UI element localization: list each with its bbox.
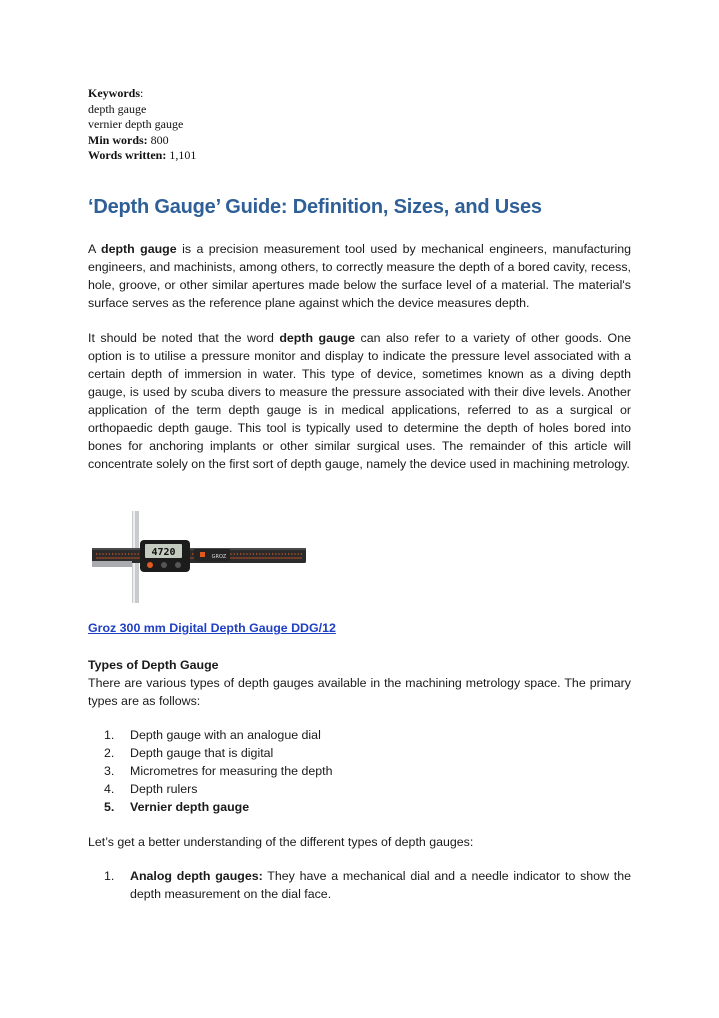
- list-number: 2.: [104, 746, 115, 760]
- list-number: 5.: [104, 800, 115, 814]
- keyword-item: vernier depth gauge: [88, 117, 184, 131]
- types-heading: Types of Depth Gauge: [88, 658, 219, 672]
- brand-label: GROZ: [211, 554, 227, 560]
- gauge-button: [147, 562, 153, 568]
- analog-description: They have a mechanical dial and a needle indicator to show the depth measurement on the dial face.: [130, 869, 632, 901]
- keywords-row: [88, 86, 196, 102]
- product-link[interactable]: Groz 300 mm Digital Depth Gauge DDG/12: [88, 621, 336, 635]
- types-list: [104, 726, 332, 816]
- list-item-label: Depth gauge that is digital: [130, 746, 274, 760]
- second-pre: It should be noted that the word: [88, 331, 274, 345]
- list-item-label: Depth rulers: [130, 782, 198, 796]
- depth-gauge-image: [88, 511, 310, 603]
- list-number: 1.: [104, 728, 115, 742]
- second-paragraph: [88, 329, 631, 473]
- analog-item: [104, 867, 631, 903]
- list-item: [104, 798, 332, 816]
- types-intro: There are various types of depth gauges available in the machining metrology space. The primary types are as follows:: [88, 676, 631, 708]
- words-written-label: Words written:: [88, 148, 167, 162]
- intro-paragraph: [88, 240, 631, 312]
- gauge-button: [175, 562, 181, 568]
- keyword-item: depth gauge: [88, 101, 147, 116]
- gauge-button: [161, 562, 167, 568]
- second-text: can also refer to a variety of other goods. One option is to utilise a pressure monitor and display to indicate the pressure level associated with a certain depth of immersion in water. This type of device, sometimes known as a diving depth gauge, is used by scuba divers to measure the pressure associated with their dive levels. Another application of the term depth gauge is in medical applications, referred to as a surgical or orthopaedic depth gauge. This tool is typically used to determine the depth of holes bored into bones for anchoring implants or other similar surgical uses. The remainder of this article will concentrate solely on the first sort of depth gauge, namely the device used in machining metrology.: [88, 331, 631, 471]
- min-words-value: 800: [150, 132, 169, 147]
- analog-term: Analog depth gauges:: [130, 869, 263, 883]
- list-number: 3.: [104, 764, 115, 778]
- list-number: 4.: [104, 782, 115, 796]
- min-words-label: Min words:: [88, 132, 148, 147]
- list-item-label: Micrometres for measuring the depth: [130, 764, 333, 778]
- keywords-colon: :: [140, 86, 144, 100]
- list-item: [104, 780, 332, 798]
- words-written-row: [88, 148, 196, 164]
- list-item: [104, 744, 332, 762]
- metadata-block: [88, 86, 196, 164]
- analog-text: [130, 867, 631, 903]
- min-words-row: [88, 133, 196, 149]
- page-title: ‘Depth Gauge’ Guide: Definition, Sizes, and Uses: [88, 196, 542, 218]
- list-item: [104, 726, 332, 744]
- words-written-value: 1,101: [169, 148, 197, 162]
- list-item: [104, 762, 332, 780]
- gauge-reading: 4720: [151, 547, 176, 558]
- brand-logo-mark: [200, 552, 205, 557]
- understanding-paragraph: Let’s get a better understanding of the different types of depth gauges:: [88, 835, 474, 849]
- second-term: depth gauge: [279, 331, 356, 345]
- list-item-label: Depth gauge with an analogue dial: [130, 728, 321, 742]
- keywords-label: Keywords: [88, 86, 140, 100]
- intro-term: depth gauge: [101, 242, 177, 256]
- intro-text: is a precision measurement tool used by mechanical engineers, manufacturing engineers, and machinists, among others, to correctly measure the depth of a bored cavity, recess, hole, groove, or other similar apertures made below the surface level of a material. The material's surface serves as the reference plane against which the device measures depth.: [88, 242, 631, 310]
- list-number: 1.: [104, 869, 115, 883]
- list-item-label: Vernier depth gauge: [130, 800, 250, 814]
- intro-article: A: [88, 242, 96, 256]
